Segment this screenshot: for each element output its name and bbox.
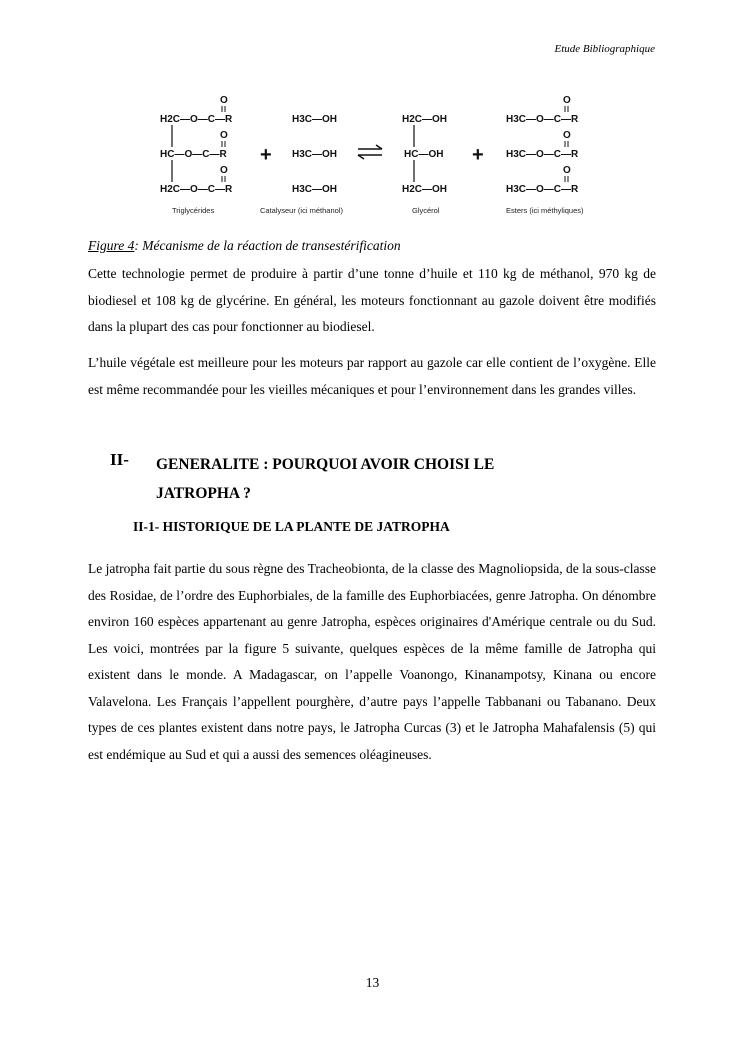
page-number: 13 [365, 975, 380, 990]
section-heading: GENERALITE : POURQUOI AVOIR CHOISI LE JATROPHA ? [156, 456, 495, 502]
es-o1: O [563, 95, 571, 106]
label-glycerol: Glycérol [412, 206, 440, 215]
running-header: Etude Bibliographique [554, 43, 655, 55]
equilibrium-arrow-icon [358, 145, 382, 159]
tg-o1: O [220, 95, 228, 106]
reaction-scheme [150, 93, 600, 221]
gly-row-1: H2C—OH [402, 114, 448, 125]
es-o3: O [563, 165, 571, 176]
paragraph-vegetable-oil: L’huile végétale est meilleure pour les moteurs par rapport au gazole car elle contient de l’oxygène. Elle est même recommandée pour les vieilles mécaniques et pour l’environnement dans les grandes villes. [88, 355, 656, 397]
methanol-structure [292, 114, 337, 195]
figure-caption-text: : Mécanisme de la réaction de transestérification [134, 238, 401, 253]
plus-sign-1: + [260, 144, 272, 166]
tg-o3: O [220, 165, 228, 176]
transesterification-figure [150, 93, 600, 221]
glycerol-structure [402, 114, 447, 195]
section-number: II- [110, 450, 129, 469]
tg-row-3: H2C—O—C—R [160, 184, 233, 195]
gly-row-3: H2C—OH [402, 184, 448, 195]
methanol-2: H3C—OH [292, 149, 338, 160]
triglyceride-structure [160, 95, 233, 195]
methanol-1: H3C—OH [292, 114, 338, 125]
label-esters: Esters (ici méthyliques) [506, 206, 584, 215]
ester-row-1: H3C—O—C—R [506, 114, 579, 125]
es-o2: O [563, 130, 571, 141]
figure-caption [88, 238, 401, 254]
plus-sign-2: + [472, 144, 484, 166]
paragraph-biodiesel-production: Cette technologie permet de produire à partir d’une tonne d’huile et 110 kg de méthanol, 970 kg de biodiesel et 108 kg de glycérine. En général, les moteurs fonctionnant au gazole doivent être modifiés dans la plupart des cas pour fonctionner au biodiesel. [88, 266, 656, 334]
subsection-heading: II-1- HISTORIQUE DE LA PLANTE DE JATROPHA [133, 519, 450, 534]
label-catalyst: Catalyseur (ici méthanol) [260, 206, 343, 215]
label-triglycerides: Triglycérides [172, 206, 215, 215]
methanol-3: H3C—OH [292, 184, 338, 195]
tg-o2: O [220, 130, 228, 141]
ester-row-2: H3C—O—C—R [506, 149, 579, 160]
paragraph-jatropha-history: Le jatropha fait partie du sous règne des Tracheobionta, de la classe des Magnoliopsida, de la sous-classe des Rosidae, de l’ordre des Euphorbiales, de la famille des Euphorbiacées, genre Jatropha. On dénombre environ 160 espèces appartenant au genre Jatropha, espèces originaires d'Amérique centrale ou du Sud. Les voici, montrées par la figure 5 suivante, quelques espèces de la même famille de Jatropha qui existent dans le monde. A Madagascar, on l’appelle Voanongo, Kinanampotsy, Kinana ou encore Valavelona. Les Français l’appellent pourghère, d’autre pays l’appelle Tabbanani ou Tabanano. Deux types de ces plantes existent dans notre pays, le Jatropha Curcas (3) et le Jatropha Mahafalensis (5) qui est endémique au Sud et qui a aussi des semences oléagineuses. [88, 561, 656, 762]
gly-row-2: HC—OH [404, 149, 444, 160]
tg-row-2: HC—O—C—R [160, 149, 227, 160]
figure-number: Figure 4 [88, 238, 135, 253]
ester-structure [506, 95, 579, 195]
ester-row-3: H3C—O—C—R [506, 184, 579, 195]
tg-row-1: H2C—O—C—R [160, 114, 233, 125]
